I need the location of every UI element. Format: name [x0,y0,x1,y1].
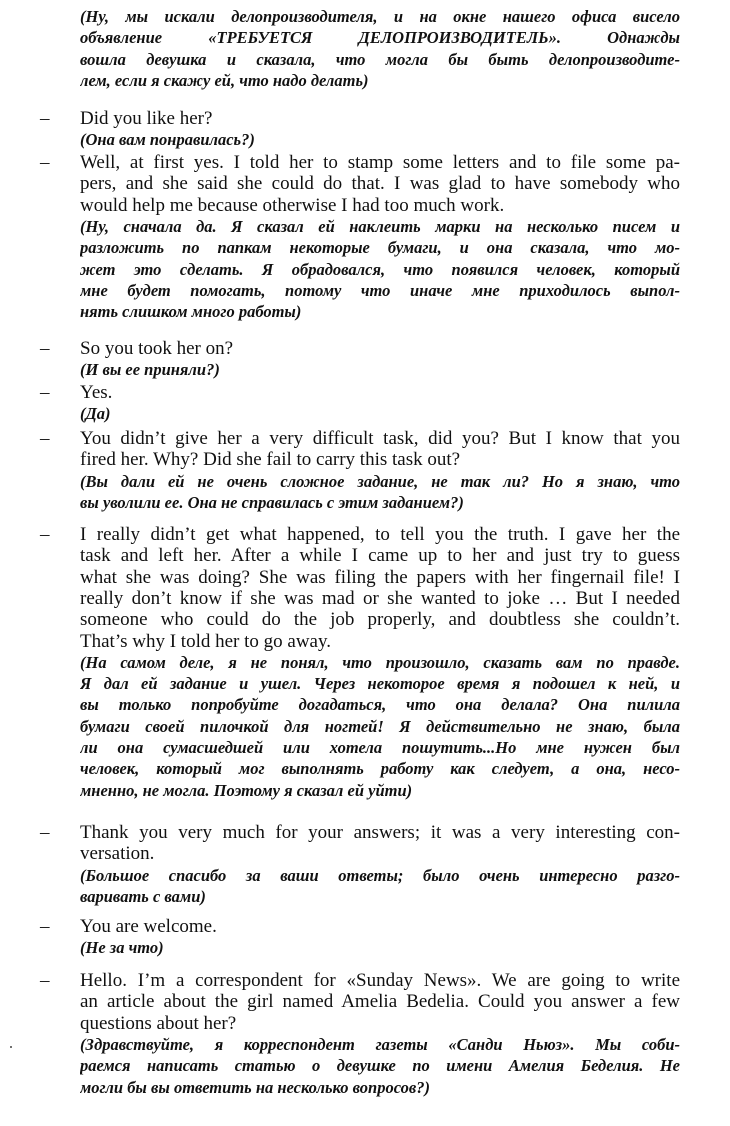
russian-translation-line: (Ну, сначала да. Я сказал ей наклеить марки на несколько писем и [80,216,680,236]
scan-speck [10,1046,12,1048]
russian-translation-line: ли она сумасшедшей или хотела пошутить...Но мне нужен был [80,738,680,757]
english-line: I really didn’t get what happened, to tell you the truth. I gave her the [80,524,680,545]
english-line: fired her. Why? Did she fail to carry this task out? [80,449,461,471]
russian-translation-line: (Она вам понравилась?) [80,130,255,150]
russian-translation-line: (Здравствуйте, я корреспондент газеты «Санди Ньюз». Мы соби- [80,1034,680,1054]
english-line: pers, and she said she could do that. I was glad to have somebody who [80,173,680,195]
dialogue-dash: – [40,822,50,843]
english-line: Yes. [80,382,113,403]
english-line: You didn’t give her a very difficult task, did you? But I know that you [80,428,680,449]
russian-translation-line: (Не за что) [80,938,164,958]
english-line: That’s why I told her to go away. [80,630,331,652]
russian-translation-line: жет это сделать. Я обрадовался, что появился человек, который [80,259,680,279]
russian-translation-line: могли бы вы ответить на несколько вопросов?) [80,1077,430,1097]
russian-translation-line: лем, если я скажу ей, что надо делать) [80,70,369,90]
english-line: really don’t know if she was mad or she wanted to joke … But I needed [80,587,680,609]
dialogue-dash: – [40,524,50,545]
russian-translation-line: бумаги своей пилочкой для ногтей! Я действительно не знаю, была [80,716,680,736]
russian-translation-line: разложить по папкам некоторые бумаги, и она сказала, что мо- [80,238,680,258]
russian-translation-line: вы только попробуйте догадаться, что она делала? Она пилила [80,695,680,715]
english-line: versation. [80,843,155,865]
russian-translation-line: (Большое спасибо за ваши ответы; было очень интересно разго- [80,865,680,885]
russian-translation-line: (На самом деле, я не понял, что произошло, сказать вам по правде. [80,652,680,672]
russian-translation-line: человек, который мог выполнять работу как следует, а она, несо- [80,759,680,779]
russian-translation-line: (Вы дали ей не очень сложное задание, не так ли? Но я знаю, что [80,471,680,491]
dialogue-dash: – [40,382,50,403]
english-line: questions about her? [80,1012,237,1034]
dialogue-dash: – [40,428,50,449]
english-line: Hello. I’m a correspondent for «Sunday News». We are going to write [80,970,680,991]
dialogue-dash: – [40,916,50,937]
english-line: would help me because otherwise I had too much work. [80,194,505,216]
russian-translation-line: нять слишком много работы) [80,302,302,322]
english-line: Thank you very much for your answers; it was a very interesting con- [80,822,680,843]
dialogue-dash: – [40,152,50,173]
russian-translation-line: мненно, не могла. Поэтому я сказал ей уйти) [80,780,413,800]
russian-translation-line: (И вы ее приняли?) [80,360,220,380]
russian-translation-line: (Ну, мы искали делопроизводителя, и на окне нашего офиса висело [80,7,680,26]
dialogue-dash: – [40,108,50,129]
english-line: task and left her. After a while I came up to her and just try to guess [80,545,680,567]
english-line: So you took her on? [80,338,234,359]
russian-translation-line: объявление «ТРЕБУЕТСЯ ДЕЛОПРОИЗВОДИТЕЛЬ». Однажды [80,28,680,48]
english-line: someone who could do the job properly, and doubtless she couldn’t. [80,609,680,631]
russian-translation-line: мне будет помогать, потому что иначе мне приходилось выпол- [80,280,680,300]
russian-translation-line: (Да) [80,404,111,424]
russian-translation-line: раемся написать статью о девушке по имени Амелия Беделия. Не [80,1056,680,1076]
russian-translation-line: варивать с вами) [80,886,206,906]
russian-translation-line: вошла девушка и сказала, что могла бы быть делопроизводите- [80,49,680,69]
russian-translation-line: Я дал ей задание и ушел. Через некоторое время я подошел к ней, и [80,674,680,694]
dialogue-dash: – [40,970,50,991]
english-line: You are welcome. [80,916,217,937]
dialogue-dash: – [40,338,50,359]
english-line: Did you like her? [80,108,213,129]
english-line: what she was doing? She was filing the papers with her fingernail file! I [80,566,680,588]
english-line: an article about the girl named Amelia Bedelia. Could you answer a few [80,991,680,1013]
english-line: Well, at first yes. I told her to stamp some letters and to file some pa- [80,152,680,173]
russian-translation-line: вы уволили ее. Она не справилась с этим заданием?) [80,492,464,512]
